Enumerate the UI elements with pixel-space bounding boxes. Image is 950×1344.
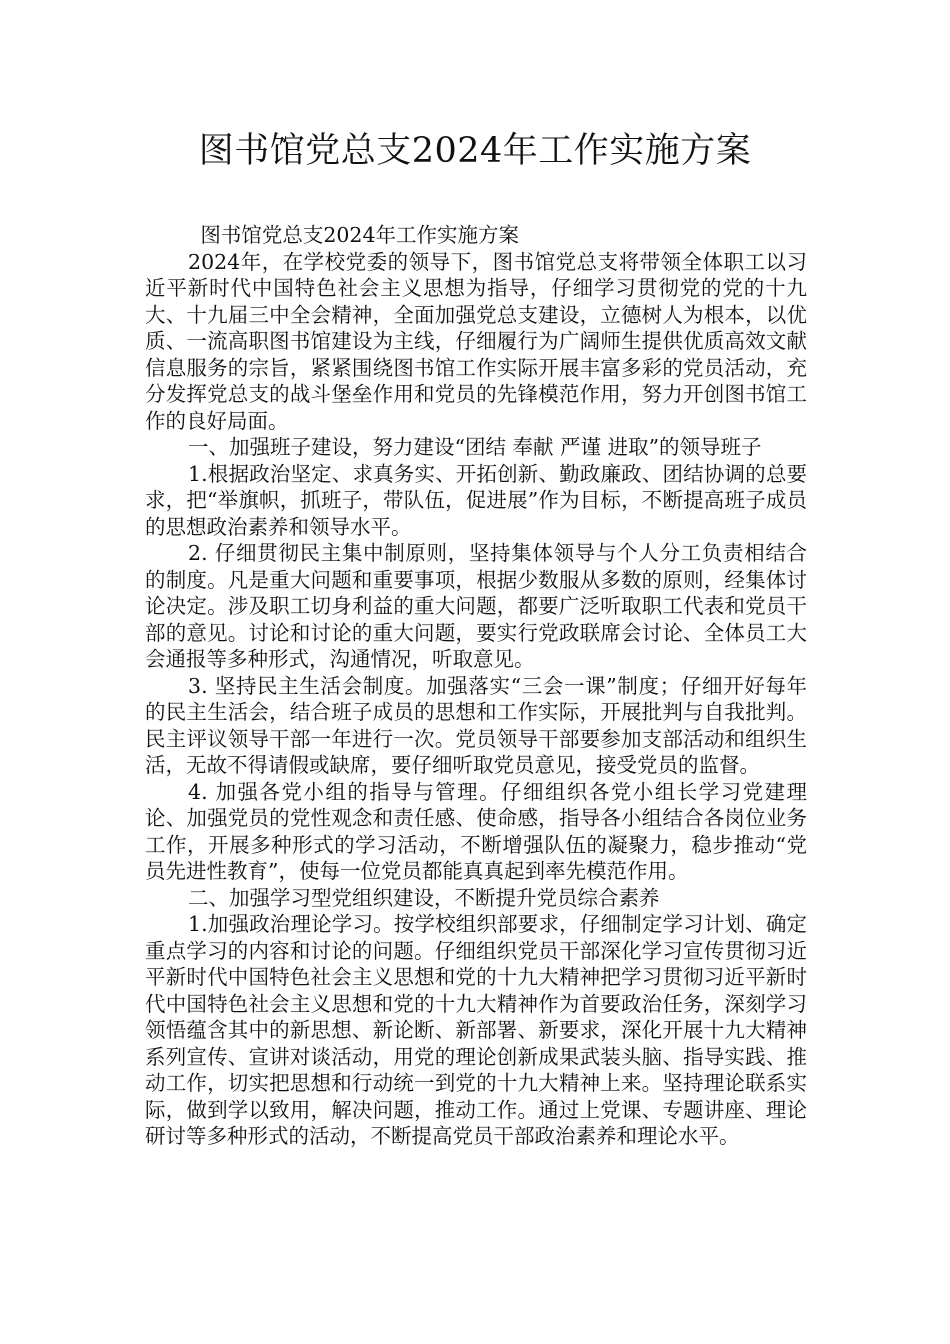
document-body (145, 222, 807, 1150)
section-heading-2: 二、加强学习型党组织建设，不断提升党员综合素养 (188, 885, 660, 910)
section-heading-1: 一、加强班子建设，努力建设“团结 奉献 严谨 进取”的领导班子 (188, 435, 762, 459)
intro-paragraph: 2024年，在学校党委的领导下，图书馆党总支将带领全体职工以习近平新时代中国特色社会主义思想为指导，仔细学习贯彻党的党的十九大、十九届三中全会精神，全面加强党总支建设，立德树人为根本，以优质、一流高职图书馆建设为主线，仔细履行为广阔师生提供优质高效文献信息服务的宗旨，紧紧围绕图书馆工作实际开展丰富多彩的党员活动，充分发挥党总支的战斗堡垒作用和党员的先锋模范作用，努力开创图书馆工作的良好局面。 (145, 249, 807, 433)
section-1-item-3: 3. 坚持民主生活会制度。加强落实“三会一课”制度；仔细开好每年的民主生活会，结合班子成员的思想和工作实际，开展批判与自我批判。民主评议领导干部一年进行一次。党员领导干部要参加支部活动和组织生活，无故不得请假或缺席，要仔细听取党员意见，接受党员的监督。 (145, 673, 807, 777)
section-1-item-1: 1.根据政治坚定、求真务实、开拓创新、勤政廉政、团结协调的总要求，把“举旗帜，抓班子，带队伍，促进展”作为目标，不断提高班子成员的思想政治素养和领导水平。 (145, 461, 807, 539)
section-2-item-1: 1.加强政治理论学习。按学校组织部要求，仔细制定学习计划、确定重点学习的内容和讨论的问题。仔细组织党员干部深化学习宣传贯彻习近平新时代中国特色社会主义思想和党的十九大精神把学习贯彻习近平新时代中国特色社会主义思想和党的十九大精神作为首要政治任务，深刻学习领悟蕴含其中的新思想、新论断、新部署、新要求，深化开展十九大精神系列宣传、宣讲对谈活动，用党的理论创新成果武装头脑、指导实践、推动工作，切实把思想和行动统一到党的十九大精神上来。坚持理论联系实际，做到学以致用，解决问题，推动工作。通过上党课、专题讲座、理论研讨等多种形式的活动，不断提高党员干部政治素养和理论水平。 (145, 912, 807, 1148)
document-subtitle: 图书馆党总支2024年工作实施方案 (200, 223, 520, 247)
section-1-item-4: 4. 加强各党小组的指导与管理。仔细组织各党小组长学习党建理论、加强党员的党性观念和责任感、使命感，指导各小组结合各岗位业务工作，开展多种形式的学习活动，不断增强队伍的凝聚力，稳步推动“党员先进性教育”，使每一位党员都能真真起到率先模范作用。 (145, 779, 807, 883)
document-title: 图书馆党总支2024年工作实施方案 (198, 131, 752, 171)
section-1-item-2: 2. 仔细贯彻民主集中制原则，坚持集体领导与个人分工负责相结合的制度。凡是重大问题和重要事项，根据少数服从多数的原则，经集体讨论决定。涉及职工切身利益的重大问题，都要广泛听取职工代表和党员干部的意见。讨论和讨论的重大问题，要实行党政联席会讨论、全体员工大会通报等多种形式，沟通情况，听取意见。 (145, 541, 807, 671)
